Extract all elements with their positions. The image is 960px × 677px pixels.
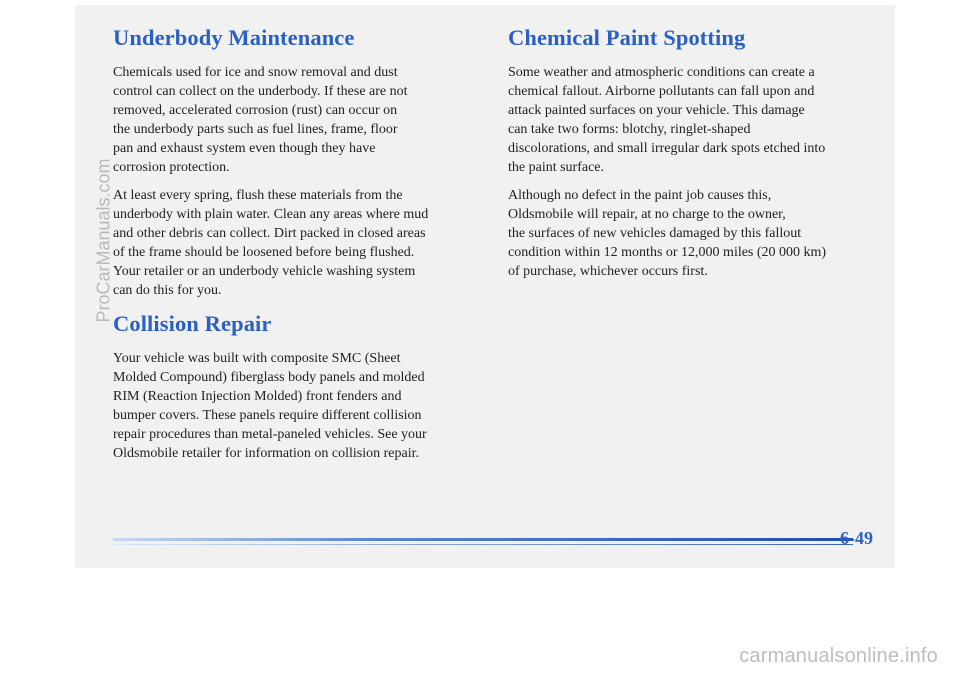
text-line: bumper covers. These panels require different collision [113,408,422,423]
chemical-paint-spotting-heading: Chemical Paint Spotting [508,25,746,50]
text-line: Although no defect in the paint job causes this, [508,188,772,203]
text-line: of the frame should be loosened before being flushed. [113,245,415,260]
text-line: At least every spring, flush these materials from the [113,188,403,203]
page-number: 6-49 [840,528,873,548]
underbody-paragraph-2 [113,186,483,300]
text-line: repair procedures than metal-paneled vehicles. See your [113,427,427,442]
collision-repair-heading: Collision Repair [113,311,272,336]
text-line: Your retailer or an underbody vehicle washing system [113,264,416,279]
text-line: control can collect on the underbody. If these are not [113,84,408,99]
text-line: attack painted surfaces on your vehicle. This damage [508,103,805,118]
text-line: Chemicals used for ice and snow removal and dust [113,65,398,80]
text-line: chemical fallout. Airborne pollutants can fall upon and [508,84,815,99]
text-line: Some weather and atmospheric conditions can create a [508,65,815,80]
text-line: the underbody parts such as fuel lines, frame, floor [113,122,398,137]
text-line: underbody with plain water. Clean any areas where mud [113,207,429,222]
text-line: corrosion protection. [113,160,230,175]
text-line: Your vehicle was built with composite SMC (Sheet [113,351,401,366]
manual-page [75,5,895,568]
left-column [113,23,483,472]
text-line: RIM (Reaction Injection Molded) front fenders and [113,389,402,404]
text-line: can take two forms: blotchy, ringlet-shaped [508,122,751,137]
right-column [508,23,883,290]
side-watermark-text: ProCarManuals.com [93,158,114,323]
text-line: of purchase, whichever occurs first. [508,264,708,279]
text-line: pan and exhaust system even though they have [113,141,376,156]
text-line: Oldsmobile retailer for information on collision repair. [113,446,419,461]
text-line: Molded Compound) fiberglass body panels and molded [113,370,425,385]
collision-paragraph-1 [113,349,483,463]
footer-rule-thin [113,544,853,545]
bottom-watermark: carmanualsonline.info [739,645,938,667]
underbody-paragraph-1 [113,63,483,177]
text-line: the paint surface. [508,160,605,175]
text-line: removed, accelerated corrosion (rust) can occur on [113,103,398,118]
text-line: the surfaces of new vehicles damaged by this fallout [508,226,802,241]
text-line: condition within 12 months or 12,000 miles (20 000 km) [508,245,827,260]
text-line: and other debris can collect. Dirt packed in closed areas [113,226,426,241]
chemical-paragraph-1 [508,63,883,177]
text-line: Oldsmobile will repair, at no charge to the owner, [508,207,786,222]
chemical-paragraph-2 [508,186,883,281]
text-line: can do this for you. [113,283,222,298]
underbody-maintenance-heading: Underbody Maintenance [113,25,355,50]
side-watermark [0,0,114,677]
text-line: discolorations, and small irregular dark spots etched into [508,141,826,156]
footer-rule [113,538,853,541]
